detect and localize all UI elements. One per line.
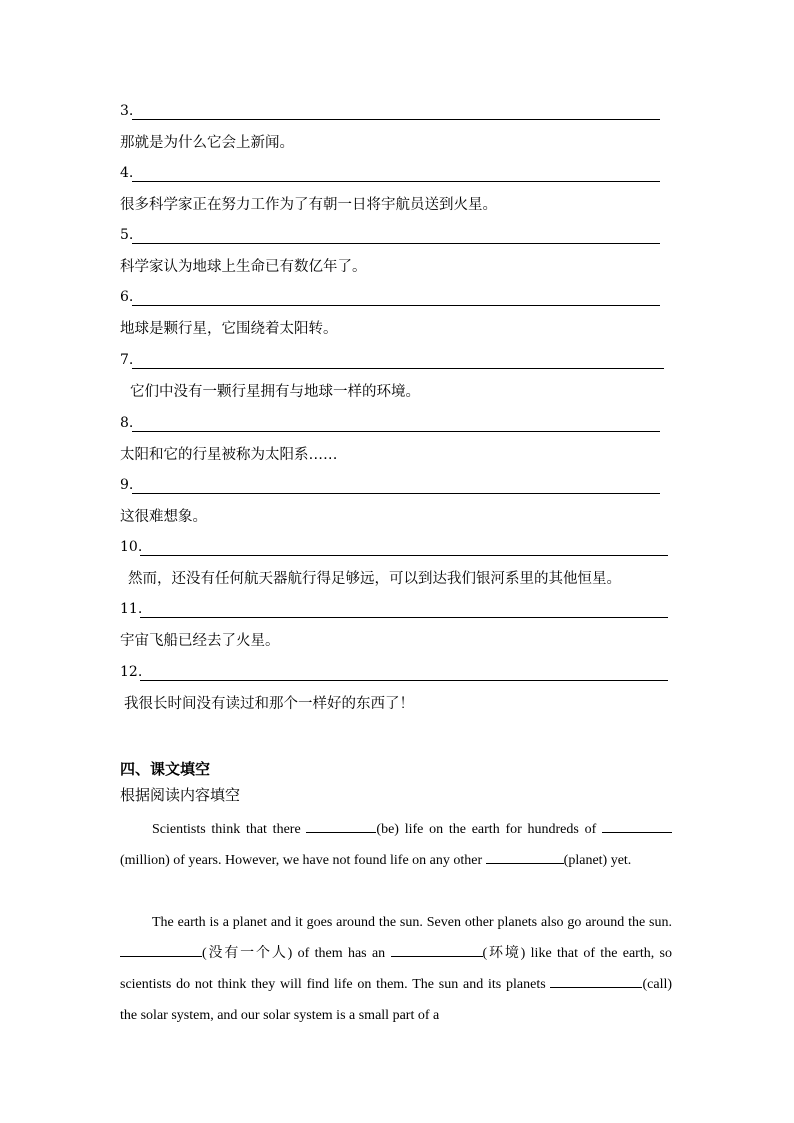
- passage-paragraph-1: [120, 814, 672, 876]
- item-number: 4.: [120, 165, 134, 181]
- item-number: 9.: [120, 477, 134, 493]
- answer-line[interactable]: [132, 368, 664, 369]
- item-blank-row: [120, 599, 142, 619]
- item-number: 5.: [120, 227, 134, 243]
- p1-hint-3: (planet) yet.: [563, 853, 632, 868]
- item-chinese-sentence: 地球是颗行星，它围绕着太阳转。: [120, 321, 338, 337]
- blank-1[interactable]: [306, 816, 376, 833]
- item-chinese-sentence: 这很难想象。: [120, 509, 207, 525]
- item-number: 6.: [120, 289, 134, 305]
- p2-text-1: The earth is a planet and it goes around the sun. Seven other planets also go around the sun.: [152, 915, 672, 930]
- item-number: 3.: [120, 103, 134, 119]
- item-blank-row: [120, 225, 133, 245]
- item-chinese-sentence: 然而，还没有任何航天器航行得足够远，可以到达我们银河系里的其他恒星。: [128, 571, 621, 587]
- item-chinese-sentence: 那就是为什么它会上新闻。: [120, 135, 294, 151]
- p2-hint-1: (没有一个人) of them has an: [202, 946, 386, 961]
- item-chinese-sentence: 我很长时间没有读过和那个一样好的东西了！: [124, 696, 414, 712]
- p1-text-1: Scientists think that there: [152, 822, 301, 837]
- section-instruction: 根据阅读内容填空: [120, 786, 241, 804]
- item-blank-row: [120, 163, 133, 183]
- section-title: 四、课文填空: [120, 760, 211, 778]
- item-blank-row: [120, 537, 142, 557]
- item-chinese-sentence: 很多科学家正在努力工作为了有朝一日将宇航员送到火星。: [120, 197, 497, 213]
- blank-5[interactable]: [391, 940, 483, 957]
- answer-line[interactable]: [140, 555, 668, 556]
- answer-line[interactable]: [132, 119, 660, 120]
- item-chinese-sentence: 它们中没有一颗行星拥有与地球一样的环境。: [130, 384, 420, 400]
- blank-4[interactable]: [120, 940, 202, 957]
- p1-hint-1: (be) life on the earth for hundreds of: [376, 822, 597, 837]
- item-blank-row: [120, 413, 133, 433]
- passage-paragraph-2: [120, 907, 672, 1031]
- item-number: 11.: [120, 601, 143, 617]
- answer-line[interactable]: [132, 493, 660, 494]
- item-chinese-sentence: 太阳和它的行星被称为太阳系……: [120, 447, 338, 463]
- p2-hint-3: (call) the solar system, and our solar system is a small part of a: [120, 977, 673, 1023]
- item-number: 7.: [120, 352, 134, 368]
- item-blank-row: [120, 287, 133, 307]
- item-number: 8.: [120, 415, 134, 431]
- answer-line[interactable]: [140, 617, 668, 618]
- item-number: 12.: [120, 664, 143, 680]
- p1-hint-2: (million) of years. However, we have not found life on any other: [120, 853, 483, 868]
- item-blank-row: [120, 101, 133, 121]
- blank-6[interactable]: [550, 971, 642, 988]
- answer-line[interactable]: [132, 305, 660, 306]
- answer-line[interactable]: [132, 181, 660, 182]
- item-blank-row: [120, 350, 133, 370]
- item-chinese-sentence: 宇宙飞船已经去了火星。: [120, 633, 280, 649]
- item-number: 10.: [120, 539, 143, 555]
- item-blank-row: [120, 662, 142, 682]
- answer-line[interactable]: [132, 431, 660, 432]
- blank-3[interactable]: [486, 847, 564, 864]
- item-chinese-sentence: 科学家认为地球上生命已有数亿年了。: [120, 259, 367, 275]
- item-blank-row: [120, 475, 133, 495]
- blank-2[interactable]: [602, 816, 672, 833]
- answer-line[interactable]: [132, 243, 660, 244]
- p2-hint-2: (环境) like that of the earth, so scientists do not think they will find life on them. The sun and its planets: [120, 946, 673, 992]
- answer-line[interactable]: [140, 680, 668, 681]
